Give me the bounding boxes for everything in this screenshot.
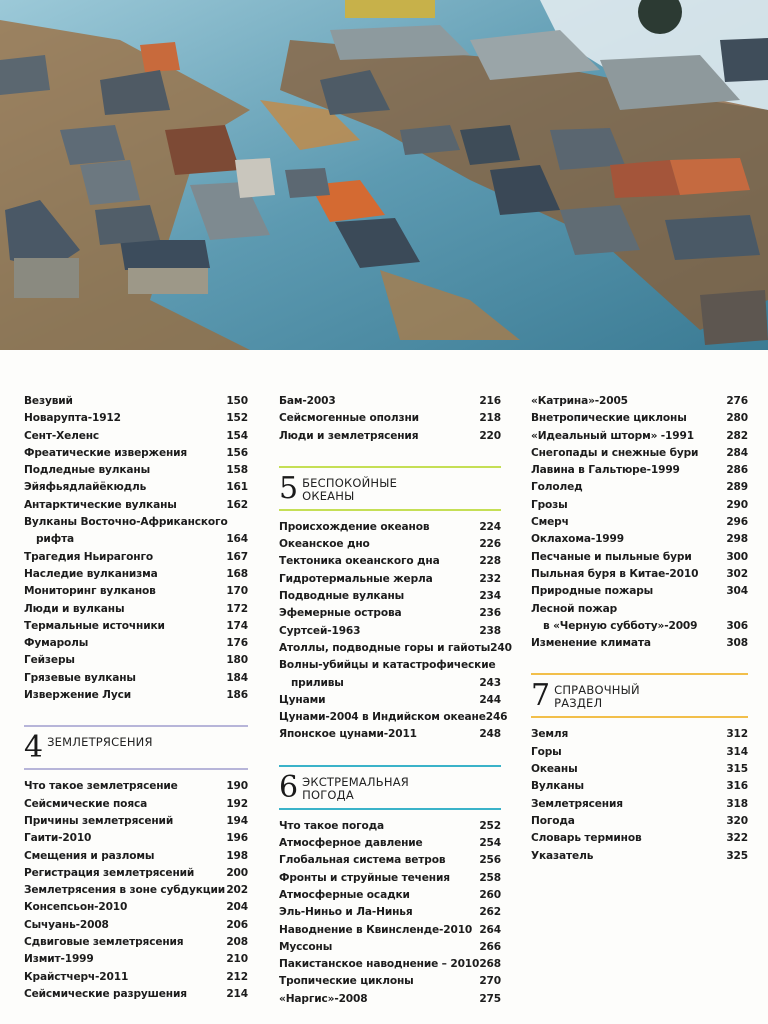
toc-entry[interactable] <box>279 818 501 835</box>
toc-entry-page: 243 <box>479 676 501 689</box>
toc-entry-title: Суртсей-1963 <box>279 624 361 637</box>
toc-entry-page: 164 <box>226 533 248 546</box>
toc-entry-page: 190 <box>226 780 248 793</box>
toc-entry[interactable] <box>24 393 248 410</box>
toc-entry-title: Лавина в Гальтюре-1999 <box>531 464 680 477</box>
section-number: 7 <box>531 678 551 714</box>
toc-entry-title: «Наргис»-2008 <box>279 992 368 1005</box>
toc-entry-title: Сейсмические пояса <box>24 797 148 810</box>
toc-entry-page: 275 <box>479 992 501 1005</box>
toc-entry-page: 228 <box>479 555 501 568</box>
toc-entry-title: Землетрясения в зоне субдукции <box>24 884 225 897</box>
toc-entry[interactable] <box>279 536 501 553</box>
toc-entry-page: 218 <box>479 412 501 425</box>
toc-entry-page: 306 <box>726 619 748 632</box>
toc-entry-page: 176 <box>226 637 248 650</box>
toc-entry[interactable] <box>24 951 248 968</box>
toc-column-2 <box>279 393 512 1008</box>
toc-entry[interactable] <box>24 462 248 479</box>
toc-entry[interactable] <box>279 692 501 709</box>
toc-entry-page: 204 <box>226 901 248 914</box>
toc-entry-page: 318 <box>726 797 748 810</box>
toc-entry[interactable] <box>24 549 248 566</box>
toc-entry-page: 167 <box>226 550 248 563</box>
toc-entry-title: Погода <box>531 814 575 827</box>
toc-entry-page: 154 <box>226 429 248 442</box>
toc-entry[interactable] <box>24 969 248 986</box>
toc-entry[interactable] <box>531 514 748 531</box>
toc-entry[interactable] <box>279 835 501 852</box>
toc-entry-title: Фронты и струйные течения <box>279 871 450 884</box>
toc-entry-title: Гаити-2010 <box>24 832 92 845</box>
toc-entry-page: 282 <box>726 429 748 442</box>
toc-entry[interactable] <box>279 428 501 445</box>
toc-entry-page: 254 <box>479 837 501 850</box>
toc-entry-page: 270 <box>479 975 501 988</box>
toc-entry-page: 264 <box>479 923 501 936</box>
toc-entry[interactable] <box>279 640 512 657</box>
toc-entry[interactable] <box>279 973 501 990</box>
toc-entry-page: 262 <box>479 906 501 919</box>
toc-entry-title: Сент-Хеленс <box>24 429 100 442</box>
toc-entry[interactable] <box>24 917 248 934</box>
toc-entry-page: 312 <box>726 728 748 741</box>
toc-entry-title: Извержение Луси <box>24 689 131 702</box>
toc-entry[interactable] <box>24 813 248 830</box>
toc-entry-title: Японское цунами-2011 <box>279 728 417 741</box>
toc-entry-title: Гидротермальные жерла <box>279 572 433 585</box>
toc-entry[interactable] <box>24 618 248 635</box>
toc-entry-title: Эйяфьядлайёкюдль <box>24 481 147 494</box>
toc-entry-page: 150 <box>226 395 248 407</box>
toc-entry-title: Пакистанское наводнение – 2010 <box>279 958 480 971</box>
toc-entry-title: Океанское дно <box>279 538 370 551</box>
toc-entry[interactable] <box>531 796 748 813</box>
toc-entry-page: 244 <box>479 693 501 706</box>
toc-entry[interactable] <box>24 583 248 600</box>
toc-entry-page: 232 <box>479 572 501 585</box>
toc-entry[interactable] <box>531 410 748 427</box>
toc-entry-page: 208 <box>226 936 248 949</box>
toc-entry[interactable] <box>279 393 501 410</box>
toc-entry-page: 156 <box>226 446 248 459</box>
toc-entry-page: 234 <box>479 590 501 603</box>
toc-entry-title: Грязевые вулканы <box>24 671 136 684</box>
toc-entry-page: 290 <box>726 498 748 511</box>
toc-entry[interactable] <box>531 445 748 462</box>
toc-entry[interactable] <box>279 410 501 427</box>
toc-entry[interactable] <box>279 904 501 921</box>
toc-entry-title: Глобальная система ветров <box>279 854 446 867</box>
toc-entry[interactable] <box>279 852 501 869</box>
toc-entry[interactable] <box>24 986 248 1003</box>
toc-entry-title: Причины землетрясений <box>24 814 174 827</box>
toc-entry-page: 252 <box>479 819 501 832</box>
toc-entry-title: Земля <box>531 728 569 741</box>
photo-illustration <box>0 0 768 350</box>
toc-entry-title: «Идеальный шторм» -1991 <box>531 429 694 442</box>
toc-entry-title: Фумаролы <box>24 637 89 650</box>
section-header-5 <box>279 466 501 511</box>
toc-entry-title: Атмосферные осадки <box>279 888 410 901</box>
toc-entry[interactable] <box>531 635 748 652</box>
toc-entry-page: 316 <box>726 780 748 793</box>
toc-entry[interactable] <box>531 393 748 410</box>
toc-entry-page: 194 <box>226 814 248 827</box>
toc-entry-title: Эфемерные острова <box>279 607 402 620</box>
section-header-7 <box>531 673 748 718</box>
toc-entry-page: 202 <box>226 884 248 897</box>
toc-entry-page: 320 <box>726 814 748 827</box>
toc-entry-page: 206 <box>226 918 248 931</box>
toc-entry-title: Смещения и разломы <box>24 849 155 862</box>
toc-entry-title: Внетропические циклоны <box>531 412 687 425</box>
toc-entry-page: 315 <box>726 763 748 776</box>
toc-entry[interactable] <box>531 566 748 583</box>
toc-entry[interactable] <box>24 566 248 583</box>
toc-column-1 <box>24 393 248 1003</box>
toc-entry-title: Эль-Ниньо и Ла-Нинья <box>279 906 413 919</box>
toc-entry-title: Что такое погода <box>279 819 385 832</box>
toc-entry-title: Вулканы <box>531 780 584 793</box>
section-title: СПРАВОЧНЫЙ РАЗДЕЛ <box>554 683 640 711</box>
toc-entry[interactable] <box>24 445 248 462</box>
toc-entry-title: Антарктические вулканы <box>24 498 177 511</box>
toc-entry-page: 192 <box>226 797 248 810</box>
toc-entry-title-cont: рифта <box>36 533 75 546</box>
toc-entry-page: 224 <box>479 520 501 533</box>
toc-entry-page: 186 <box>226 689 248 702</box>
toc-entry-title: Лесной пожар <box>531 602 618 615</box>
toc-entry-page: 216 <box>479 395 501 407</box>
toc-entry-title: «Катрина»-2005 <box>531 395 628 407</box>
toc-entry-page: 214 <box>226 987 248 1000</box>
toc-entry[interactable] <box>279 726 501 743</box>
section-title: БЕСПОКОЙНЫЕ ОКЕАНЫ <box>302 475 398 503</box>
toc-entry-page: 246 <box>485 711 508 724</box>
toc-entry[interactable] <box>531 830 748 847</box>
toc-entry[interactable] <box>531 848 748 865</box>
toc-entry-title: Пыльная буря в Китае-2010 <box>531 567 699 580</box>
toc-entry-title: Сдвиговые землетрясения <box>24 936 184 949</box>
toc-entry-page: 161 <box>226 481 248 494</box>
toc-entry-page: 325 <box>726 849 748 862</box>
toc-entry-continuation <box>24 531 248 548</box>
toc-entry-title: Подводные вулканы <box>279 590 405 603</box>
toc-entry[interactable] <box>24 687 248 704</box>
toc-entry[interactable] <box>279 605 501 622</box>
toc-entry-page: 248 <box>479 728 501 741</box>
toc-entry-page: 200 <box>226 866 248 879</box>
toc-entry[interactable] <box>24 497 248 514</box>
toc-entry[interactable] <box>24 670 248 687</box>
section-number: 4 <box>24 730 44 766</box>
section-title: ЗЕМЛЕТРЯСЕНИЯ <box>47 735 153 750</box>
toc-entry[interactable] <box>279 956 501 973</box>
toc-entry[interactable] <box>24 428 248 445</box>
toc-entry-title: Смерч <box>531 516 569 529</box>
toc-entry-title: Фреатические извержения <box>24 446 188 459</box>
toc-entry[interactable] <box>279 657 501 692</box>
toc-entry[interactable] <box>531 744 748 761</box>
toc-entry-page: 238 <box>479 624 501 637</box>
toc-entry-page: 220 <box>479 429 501 442</box>
toc-entry-page: 196 <box>226 832 248 845</box>
toc-entry-title: Консепсьон-2010 <box>24 901 128 914</box>
toc-entry-page: 168 <box>226 567 248 580</box>
toc-entry[interactable] <box>531 497 748 514</box>
toc-entry-title: Гейзеры <box>24 654 75 667</box>
toc-entry-title: Горы <box>531 745 562 758</box>
section-title: ЭКСТРЕМАЛЬНАЯ ПОГОДА <box>302 774 409 802</box>
toc-entry-page: 280 <box>726 412 748 425</box>
toc-entry-title: Мониторинг вулканов <box>24 585 156 598</box>
toc-entry-title: Землетрясения <box>531 797 623 810</box>
toc-entry-title: Цунами-2004 в Индийском океане <box>279 711 486 724</box>
toc-entry[interactable] <box>24 479 248 496</box>
toc-entry[interactable] <box>24 778 248 795</box>
toc-entry[interactable] <box>24 410 248 427</box>
toc-entry-title: Крайстчерч-2011 <box>24 970 129 983</box>
toc-entry-page: 289 <box>726 481 748 494</box>
toc-entry-title: Сычуань-2008 <box>24 918 109 931</box>
toc-entry-title: Что такое землетрясение <box>24 780 178 793</box>
toc-entry-page: 302 <box>726 567 748 580</box>
section-header-6 <box>279 765 501 810</box>
toc-entry-title: Регистрация землетрясений <box>24 866 195 879</box>
toc-entry-title: Измит-1999 <box>24 953 94 966</box>
toc-entry-page: 198 <box>226 849 248 862</box>
toc-entry-page: 300 <box>726 550 748 563</box>
toc-entry-title: Цунами <box>279 693 326 706</box>
toc-entry-page: 256 <box>479 854 501 867</box>
toc-column-3 <box>531 393 748 865</box>
toc-entry[interactable] <box>531 778 748 795</box>
toc-entry[interactable] <box>24 830 248 847</box>
section-number: 5 <box>279 470 299 506</box>
toc-entry[interactable] <box>279 870 501 887</box>
toc-entry-title: Тектоника океанского дна <box>279 555 440 568</box>
toc-entry-page: 236 <box>479 607 501 620</box>
toc-entry-title-cont: в «Черную субботу»-2009 <box>543 619 698 632</box>
toc-entry[interactable] <box>24 848 248 865</box>
toc-entry-page: 314 <box>726 745 748 758</box>
toc-entry-title: Оклахома-1999 <box>531 533 624 546</box>
toc-entry-title: Словарь терминов <box>531 832 642 845</box>
toc-entry[interactable] <box>531 549 748 566</box>
toc-entry-title: Наводнение в Квинсленде-2010 <box>279 923 473 936</box>
toc-entry[interactable] <box>531 531 748 548</box>
section-header-4 <box>24 725 248 770</box>
toc-entry[interactable] <box>279 519 501 536</box>
toc-entry-title: Вулканы Восточно-Африканского <box>24 516 228 529</box>
toc-entry-title: Атмосферное давление <box>279 837 423 850</box>
toc-entry-title: Указатель <box>531 849 594 862</box>
toc-entry-page: 322 <box>726 832 748 845</box>
toc-entry[interactable] <box>531 583 748 600</box>
toc-entry[interactable] <box>24 635 248 652</box>
toc-entry-title: Волны-убийцы и катастрофические <box>279 659 496 672</box>
toc-entry-title: Песчаные и пыльные бури <box>531 550 692 563</box>
toc-entry-page: 184 <box>226 671 248 684</box>
toc-entry[interactable] <box>24 865 248 882</box>
toc-entry-title: Тропические циклоны <box>279 975 414 988</box>
toc-entry-title: Муссоны <box>279 940 333 953</box>
toc-entry[interactable] <box>279 571 501 588</box>
toc-entry-page: 258 <box>479 871 501 884</box>
toc-entry[interactable] <box>531 428 748 445</box>
toc-entry-page: 304 <box>726 585 748 598</box>
toc-entry[interactable] <box>531 761 748 778</box>
tsunami-aerial-photo <box>0 0 768 350</box>
toc-entry-continuation <box>279 675 501 692</box>
toc-entry-page: 284 <box>726 446 748 459</box>
toc-entry-title: Люди и землетрясения <box>279 429 419 442</box>
toc-entry[interactable] <box>279 922 501 939</box>
toc-entry[interactable] <box>279 887 501 904</box>
toc-entry-page: 268 <box>479 958 501 971</box>
toc-entry-title: Грозы <box>531 498 568 511</box>
toc-entry[interactable] <box>531 726 748 743</box>
toc-entry-title: Природные пожары <box>531 585 654 598</box>
toc-entry-page: 308 <box>726 637 748 650</box>
toc-entry-title-cont: приливы <box>291 676 344 689</box>
toc-entry-title: Атоллы, подводные горы и гайоты <box>279 641 491 654</box>
toc-entry-title: Термальные источники <box>24 619 165 632</box>
toc-entry-page: 276 <box>726 395 748 407</box>
toc-entry-title: Новарупта-1912 <box>24 412 121 425</box>
toc-entry[interactable] <box>531 601 748 636</box>
toc-entry-title: Сейсмогенные оползни <box>279 412 419 425</box>
toc-entry-title: Бам-2003 <box>279 395 336 407</box>
toc-entry-page: 298 <box>726 533 748 546</box>
toc-entry[interactable] <box>531 462 748 479</box>
toc-entry[interactable] <box>279 939 501 956</box>
toc-entry-page: 260 <box>479 888 501 901</box>
toc-entry-page: 226 <box>479 538 501 551</box>
toc-entry-title: Наследие вулканизма <box>24 567 158 580</box>
toc-entry-page: 240 <box>490 641 512 654</box>
toc-entry[interactable] <box>279 991 501 1008</box>
toc-entry[interactable] <box>279 553 501 570</box>
toc-entry[interactable] <box>279 623 501 640</box>
toc-entry-title: Трагедия Ньирагонго <box>24 550 153 563</box>
toc-entry-page: 172 <box>226 602 248 615</box>
toc-entry-title: Сейсмические разрушения <box>24 987 187 1000</box>
toc-entry-page: 296 <box>726 516 748 529</box>
toc-entry-title: Везувий <box>24 395 73 407</box>
toc-entry-title: Изменение климата <box>531 637 651 650</box>
toc-entry[interactable] <box>24 882 248 899</box>
toc-entry[interactable] <box>24 652 248 669</box>
toc-entry-title: Подледные вулканы <box>24 464 151 477</box>
toc-entry[interactable] <box>24 796 248 813</box>
toc-entry-page: 210 <box>226 953 248 966</box>
toc-entry-continuation <box>531 618 748 635</box>
toc-entry-page: 162 <box>226 498 248 511</box>
toc-entry[interactable] <box>24 934 248 951</box>
toc-entry[interactable] <box>24 899 248 916</box>
toc-entry-page: 152 <box>226 412 248 425</box>
toc-entry[interactable] <box>24 514 248 549</box>
toc-entry[interactable] <box>531 813 748 830</box>
toc-entry[interactable] <box>531 479 748 496</box>
toc-entry-title: Происхождение океанов <box>279 520 430 533</box>
toc-entry-page: 158 <box>226 464 248 477</box>
toc-entry-page: 170 <box>226 585 248 598</box>
toc-entry-title: Океаны <box>531 763 578 776</box>
section-number: 6 <box>279 769 299 805</box>
toc-entry-title: Снегопады и снежные бури <box>531 446 699 459</box>
toc-entry-page: 266 <box>479 940 501 953</box>
toc-entry[interactable] <box>279 709 508 726</box>
toc-entry-page: 212 <box>226 970 248 983</box>
toc-entry[interactable] <box>279 588 501 605</box>
toc-entry-title: Люди и вулканы <box>24 602 125 615</box>
toc-entry-page: 174 <box>226 619 248 632</box>
toc-entry[interactable] <box>24 601 248 618</box>
toc-entry-page: 180 <box>226 654 248 667</box>
toc-entry-title: Гололед <box>531 481 583 494</box>
toc-entry-page: 286 <box>726 464 748 477</box>
